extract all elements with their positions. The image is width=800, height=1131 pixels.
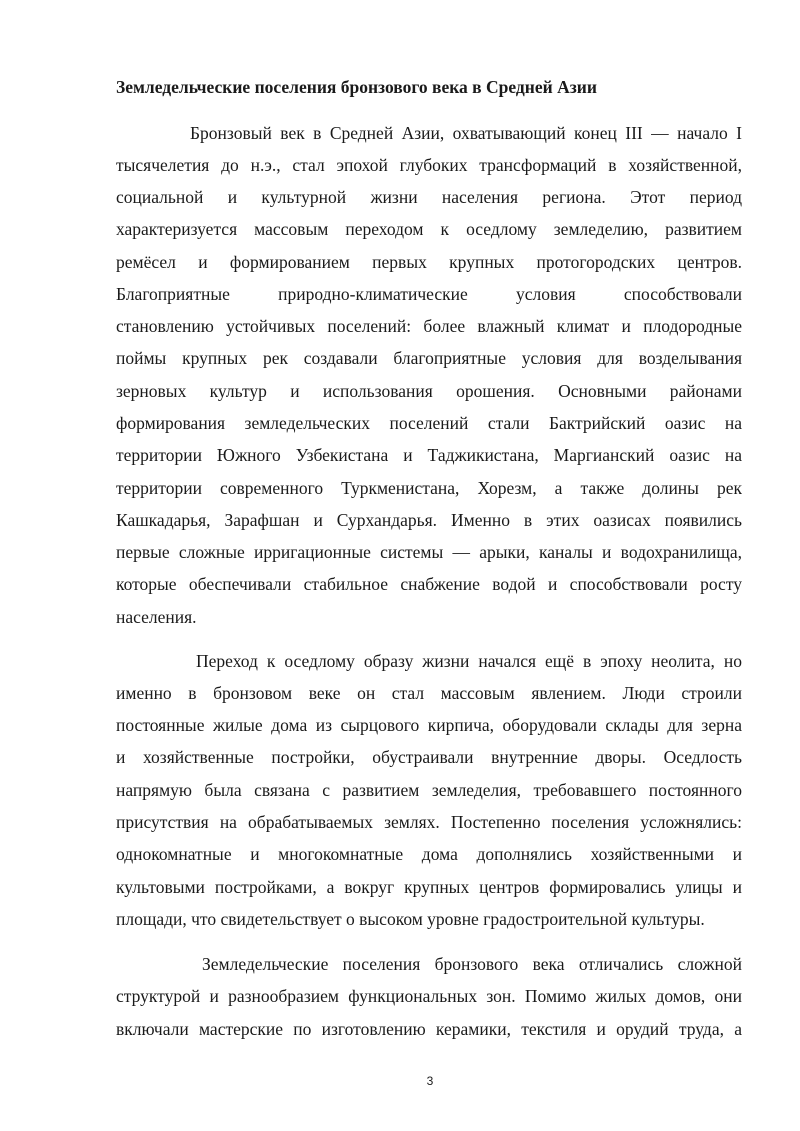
paragraph-1-line-4: характеризуется массовым переходом к оседлому земледелию, развитием xyxy=(116,219,742,239)
page-number: 3 xyxy=(426,1074,434,1088)
paragraph-1-line-2: тысячелетия до н.э., стал эпохой глубоких трансформаций в хозяйственной, xyxy=(116,155,742,175)
paragraph-1-line-13: Кашкадарья, Зарафшан и Сурхандарья. Именно в этих оазисах появились xyxy=(116,510,742,530)
section-heading: Земледельческие поселения бронзового века в Средней Азии xyxy=(116,77,597,97)
paragraph-1-line-1: Бронзовый век в Средней Азии, охватывающий конец III — начало I xyxy=(190,123,742,143)
paragraph-1-line-14: первые сложные ирригационные системы — арыки, каналы и водохранилища, xyxy=(116,542,742,562)
paragraph-1-line-3: социальной и культурной жизни населения региона. Этот период xyxy=(116,187,742,207)
paragraph-2-line-7: однокомнатные и многокомнатные дома дополнялись хозяйственными и xyxy=(116,844,742,864)
paragraph-2-line-5: напрямую была связана с развитием земледелия, требовавшего постоянного xyxy=(116,780,742,800)
paragraph-3-line-3: включали мастерские по изготовлению керамики, текстиля и орудий труда, а xyxy=(116,1019,742,1039)
paragraph-1-line-7: становлению устойчивых поселений: более влажный климат и плодородные xyxy=(116,316,742,336)
paragraph-1-line-12: территории современного Туркменистана, Хорезм, а также долины рек xyxy=(116,478,742,498)
paragraph-2-line-8: культовыми постройками, а вокруг крупных центров формировались улицы и xyxy=(116,877,742,897)
paragraph-1-line-10: формирования земледельческих поселений стали Бактрийский оазис на xyxy=(116,413,742,433)
paragraph-2-line-6: присутствия на обрабатываемых землях. Постепенно поселения усложнялись: xyxy=(116,812,742,832)
paragraph-2-line-4: и хозяйственные постройки, обустраивали внутренние дворы. Оседлость xyxy=(116,747,742,767)
paragraph-1-line-6: Благоприятные природно-климатические условия способствовали xyxy=(116,284,742,304)
paragraph-2-line-9: площади, что свидетельствует о высоком уровне градостроительной культуры. xyxy=(116,909,705,929)
paragraph-3-line-1: Земледельческие поселения бронзового века отличались сложной xyxy=(202,954,742,974)
paragraph-1-line-11: территории Южного Узбекистана и Таджикистана, Маргианский оазис на xyxy=(116,445,742,465)
paragraph-1-line-15: которые обеспечивали стабильное снабжение водой и способствовали росту xyxy=(116,574,742,594)
paragraph-1-line-16: населения. xyxy=(116,607,197,627)
paragraph-1-line-9: зерновых культур и использования орошения. Основными районами xyxy=(116,381,742,401)
paragraph-2-line-2: именно в бронзовом веке он стал массовым явлением. Люди строили xyxy=(116,683,742,703)
paragraph-2-line-3: постоянные жилые дома из сырцового кирпича, оборудовали склады для зерна xyxy=(116,715,742,735)
paragraph-2-line-1: Переход к оседлому образу жизни начался ещё в эпоху неолита, но xyxy=(196,651,742,671)
paragraph-1-line-8: поймы крупных рек создавали благоприятные условия для возделывания xyxy=(116,348,742,368)
paragraph-3-line-2: структурой и разнообразием функциональных зон. Помимо жилых домов, они xyxy=(116,986,742,1006)
paragraph-1-line-5: ремёсел и формированием первых крупных протогородских центров. xyxy=(116,252,742,272)
